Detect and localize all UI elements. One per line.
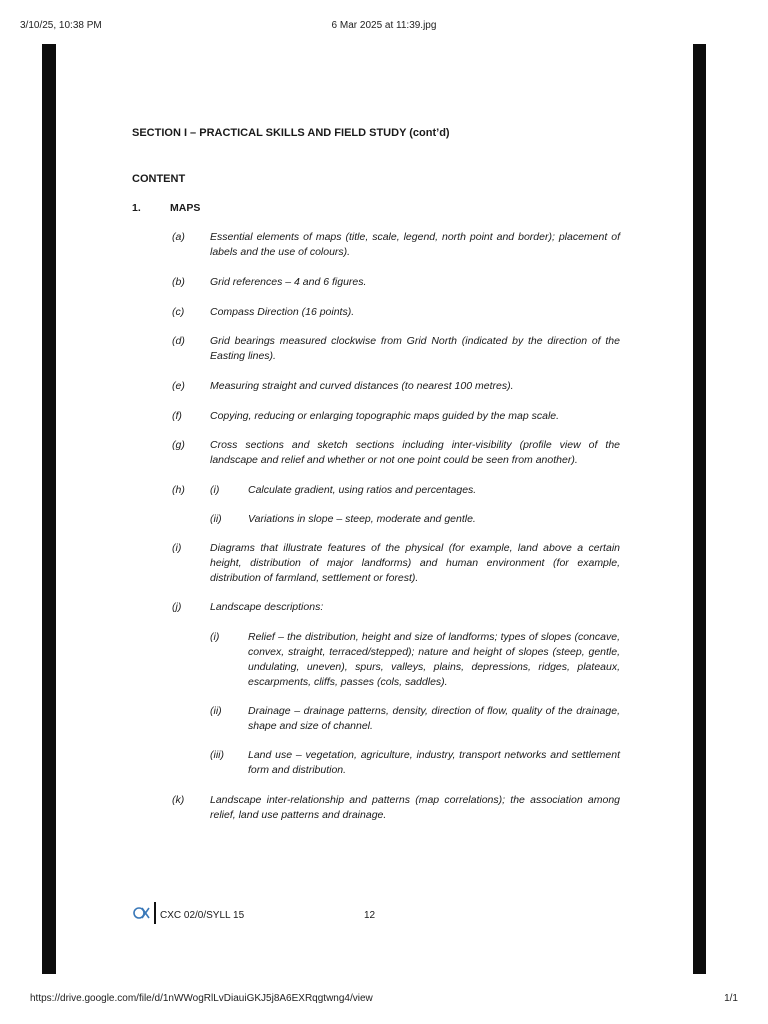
sub-item-text: Land use – vegetation, agriculture, industry, transport networks and settlement form and distribution. bbox=[248, 749, 620, 776]
syllabus-code: CXC 02/0/SYLL 15 bbox=[160, 910, 245, 921]
item-text: Measuring straight and curved distances (to nearest 100 metres). bbox=[210, 380, 514, 392]
item-label: (c) bbox=[172, 306, 185, 318]
item-text: Grid bearings measured clockwise from Grid North (indicated by the direction of the Easting lines). bbox=[210, 335, 620, 362]
sub-item-text: Drainage – drainage patterns, density, direction of flow, quality of the drainage, shape and size of channel. bbox=[248, 705, 620, 732]
print-header bbox=[0, 0, 768, 40]
list-item bbox=[172, 275, 620, 290]
page-number: 12 bbox=[364, 910, 376, 921]
sub-item-label: (ii) bbox=[210, 705, 222, 717]
sub-item-text: Relief – the distribution, height and size of landforms; types of slopes (concave, convex, straight, terraced/stepped); nature and height of slopes (steep, gentle, undulating, uneven), spurs, valleys, plains, depressions, ridges, plateaux, escarpments, cliffs, passes (cols, saddles). bbox=[248, 631, 620, 688]
item-label: (a) bbox=[172, 231, 185, 243]
print-file-title: 6 Mar 2025 at 11:39.jpg bbox=[331, 20, 437, 31]
sub-item bbox=[210, 704, 620, 734]
topic-heading bbox=[132, 201, 200, 216]
item-text: Copying, reducing or enlarging topographic maps guided by the map scale. bbox=[210, 410, 560, 422]
item-label: (h) bbox=[172, 484, 185, 496]
list-item bbox=[172, 230, 620, 260]
page-footer bbox=[132, 902, 612, 926]
list-item bbox=[172, 334, 620, 364]
item-text: Landscape inter-relationship and patterns (map correlations); the association among relief, land use patterns and drainage. bbox=[210, 794, 620, 821]
item-label: (j) bbox=[172, 601, 182, 613]
item-label: (d) bbox=[172, 335, 185, 347]
list-item bbox=[172, 600, 620, 615]
scanned-image-frame bbox=[42, 44, 706, 974]
sub-item-text: Calculate gradient, using ratios and percentages. bbox=[248, 484, 477, 496]
content-heading: CONTENT bbox=[132, 173, 186, 185]
item-text: Grid references – 4 and 6 figures. bbox=[210, 276, 367, 288]
list-item bbox=[172, 409, 620, 424]
section-title: SECTION I – PRACTICAL SKILLS AND FIELD STUDY (cont’d) bbox=[132, 127, 450, 139]
sub-item bbox=[210, 748, 620, 778]
item-label: (g) bbox=[172, 439, 185, 451]
source-url-link[interactable]: https://drive.google.com/file/d/1nWWogRlLvDiauiGKJ5j8A6EXRqgtwng4/view bbox=[30, 993, 373, 1004]
list-item bbox=[172, 438, 620, 468]
sub-item-label: (i) bbox=[210, 631, 220, 643]
list-item bbox=[172, 305, 620, 320]
topic-title: MAPS bbox=[170, 202, 201, 214]
cxc-logo-icon bbox=[132, 904, 152, 922]
item-label: (f) bbox=[172, 410, 182, 422]
print-datetime: 3/10/25, 10:38 PM bbox=[20, 20, 102, 31]
item-text: Essential elements of maps (title, scale, legend, north point and border); placement of labels and the use of colours). bbox=[210, 231, 620, 258]
item-text: Compass Direction (16 points). bbox=[210, 306, 355, 318]
item-text: Landscape descriptions: bbox=[210, 601, 324, 613]
item-label: (i) bbox=[172, 542, 182, 554]
item-label: (b) bbox=[172, 276, 185, 288]
sub-item-label: (iii) bbox=[210, 749, 224, 761]
print-page-count: 1/1 bbox=[724, 993, 738, 1004]
sub-item-label: (ii) bbox=[210, 513, 222, 525]
item-label: (e) bbox=[172, 380, 185, 392]
print-footer bbox=[0, 990, 768, 1010]
footer-divider bbox=[154, 902, 156, 924]
item-text: Diagrams that illustrate features of the physical (for example, land above a certain height, distribution of major landforms) and human environment (for example, distribution of farmland, settlement or forest). bbox=[210, 542, 620, 584]
list-item bbox=[172, 793, 620, 823]
item-text: Cross sections and sketch sections including inter-visibility (profile view of the landscape and relief and whether or not one point could be seen from another). bbox=[210, 439, 620, 466]
item-label: (k) bbox=[172, 794, 185, 806]
sub-item bbox=[210, 483, 620, 498]
document-body bbox=[56, 44, 693, 974]
sub-item bbox=[210, 630, 620, 690]
sub-item-text: Variations in slope – steep, moderate and gentle. bbox=[248, 513, 476, 525]
topic-number: 1. bbox=[132, 202, 141, 214]
list-item bbox=[172, 379, 620, 394]
sub-item bbox=[210, 512, 620, 527]
list-item bbox=[172, 541, 620, 586]
document-page bbox=[56, 44, 693, 974]
sub-item-label: (i) bbox=[210, 484, 220, 496]
